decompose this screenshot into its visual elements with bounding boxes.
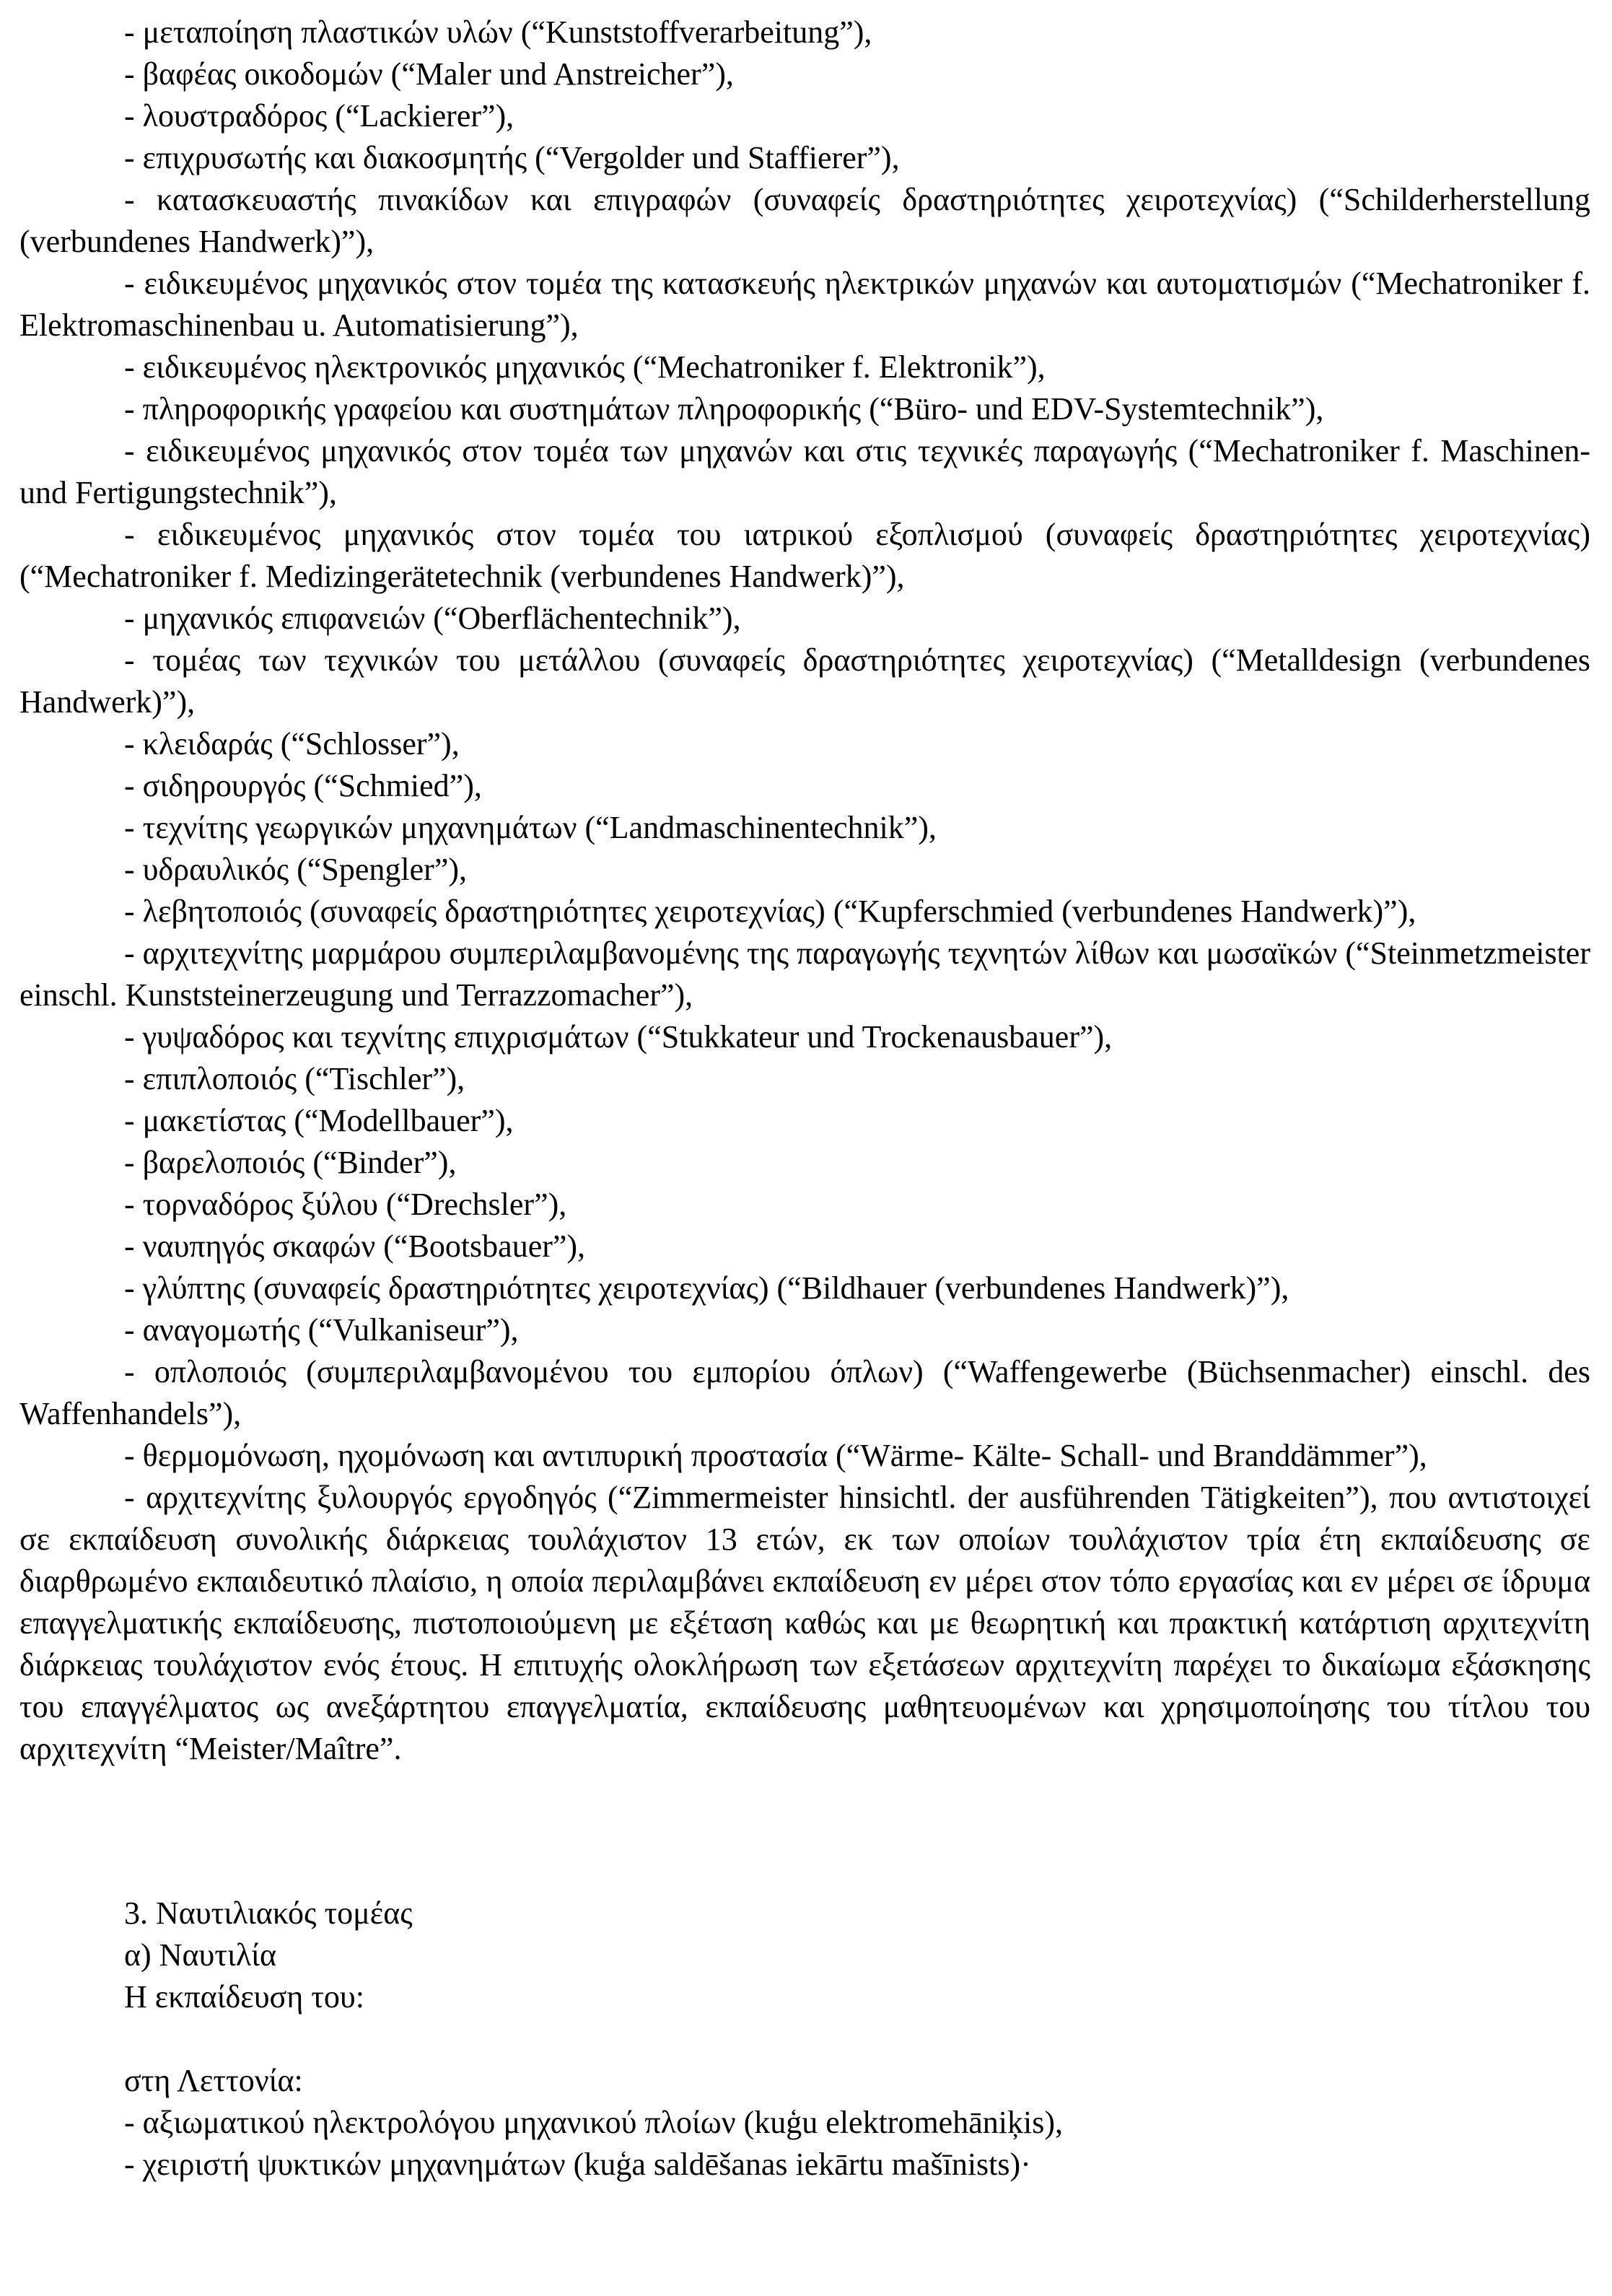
paragraph: α) Ναυτιλία (124, 1937, 277, 1973)
paragraph: - επιπλοποιός (“Tischler”), (124, 1061, 465, 1096)
paragraph: - λουστραδόρος (“Lackierer”), (124, 98, 514, 134)
paragraph: - γυψαδόρος και τεχνίτης επιχρισμάτων (“Stukkateur und Trockenausbauer”), (124, 1019, 1113, 1055)
paragraph: - μακετίστας (“Modellbauer”), (124, 1103, 514, 1138)
paragraph: - πληροφορικής γραφείου και συστημάτων πληροφορικής (“Büro- und EDV-Systemtechnik”), (124, 391, 1324, 427)
paragraph: - κατασκευαστής πινακίδων και επιγραφών (συναφείς δραστηριότητες χειροτεχνίας) (“Schilderherstellung (verbundenes Handwerk)”), (19, 182, 1590, 259)
paragraph: - μεταποίηση πλαστικών υλών (“Kunststoffverarbeitung”), (124, 14, 872, 50)
paragraph: - γλύπτης (συναφείς δραστηριότητες χειροτεχνίας) (“Bildhauer (verbundenes Handwerk)”), (124, 1270, 1289, 1306)
paragraph: - σιδηρουργός (“Schmied”), (124, 768, 482, 803)
paragraph: - αναγομωτής (“Vulkaniseur”), (124, 1312, 519, 1348)
document-body (19, 12, 1590, 2186)
paragraph: Η εκπαίδευση του: (124, 1979, 364, 2015)
paragraph: - λεβητοποιός (συναφείς δραστηριότητες χειροτεχνίας) (“Kupferschmied (verbundenes Handwerk)”), (124, 894, 1416, 929)
paragraph: 3. Ναυτιλιακός τομέας (124, 1895, 413, 1931)
paragraph: - μηχανικός επιφανειών (“Oberflächentechnik”), (124, 601, 741, 636)
paragraph: - επιχρυσωτής και διακοσμητής (“Vergolder und Staffierer”), (124, 140, 900, 175)
paragraph: - ειδικευμένος μηχανικός στον τομέα των μηχανών και στις τεχνικές παραγωγής (“Mechatroniker f. Maschinen- und Fertigungstechnik”), (19, 433, 1590, 510)
paragraph: - ναυπηγός σκαφών (“Bootsbauer”), (124, 1228, 586, 1264)
paragraph: - θερμομόνωση, ηχομόνωση και αντιπυρική προστασία (“Wärme- Kälte- Schall- und Branddämmer”), (124, 1438, 1427, 1473)
paragraph: - αρχιτεχνίτης ξυλουργός εργοδηγός (“Zimmermeister hinsichtl. der ausführenden Tätigkeiten”), που αντιστοιχεί σε εκπαίδευση συνολικής διάρκειας τουλάχιστον 13 ετών, εκ των οποίων τουλάχιστον τρία έτη εκπαίδευσης σε διαρθρωμένο εκπαιδευτικό πλαίσιο, η οποία περιλαμβάνει εκπαίδευση εν μέρει στον τόπο εργασίας και εν μέρει σε ίδρυμα επαγγελματικής εκπαίδευσης, πιστοποιούμενη με εξέταση καθώς και με θεωρητική και πρακτική κατάρτιση αρχιτεχνίτη διάρκειας τουλάχιστον ενός έτους. Η επιτυχής ολοκλήρωση των εξετάσεων αρχιτεχνίτη παρέχει το δικαίωμα εξάσκησης του επαγγέλματος ως ανεξάρτητου επαγγελματία, εκπαίδευσης μαθητευομένων και χρησιμοποίησης του τίτλου του αρχιτεχνίτη “Meister/Maître”. (19, 1480, 1590, 1766)
paragraph: - κλειδαράς (“Schlosser”), (124, 726, 460, 761)
paragraph: - ειδικευμένος ηλεκτρονικός μηχανικός (“Mechatroniker f. Elektronik”), (124, 349, 1046, 385)
paragraph: - αξιωματικού ηλεκτρολόγου μηχανικού πλοίων (kuģu elektromehāniķis), (124, 2105, 1063, 2140)
paragraph: - τορναδόρος ξύλου (“Drechsler”), (124, 1187, 567, 1222)
paragraph: - υδραυλικός (“Spengler”), (124, 852, 467, 887)
paragraph: - τομέας των τεχνικών του μετάλλου (συναφείς δραστηριότητες χειροτεχνίας) (“Metalldesign (verbundenes Handwerk)”), (19, 642, 1590, 720)
paragraph: - ειδικευμένος μηχανικός στον τομέα της κατασκευής ηλεκτρικών μηχανών και αυτοματισμών (“Mechatroniker f. Elektromaschinenbau u. Automatisierung”), (19, 266, 1590, 343)
paragraph: - βαφέας οικοδομών (“Maler und Anstreicher”), (124, 56, 734, 92)
paragraph: - αρχιτεχνίτης μαρμάρου συμπεριλαμβανομένης της παραγωγής τεχνητών λίθων και μωσαϊκών (“Steinmetzmeister einschl. Kunststeinerzeugung und Terrazzomacher”), (19, 935, 1590, 1013)
paragraph: - ειδικευμένος μηχανικός στον τομέα του ιατρικού εξοπλισμού (συναφείς δραστηριότητες χειροτεχνίας) (“Mechatroniker f. Medizingerätetechnik (verbundenes Handwerk)”), (19, 517, 1590, 594)
paragraph: - οπλοποιός (συμπεριλαμβανομένου του εμπορίου όπλων) (“Waffengewerbe (Büchsenmacher) einschl. des Waffenhandels”), (19, 1354, 1590, 1431)
paragraph: - χειριστή ψυκτικών μηχανημάτων (kuģa saldēšanas iekārtu mašīnists)· (124, 2147, 1031, 2182)
paragraph: - τεχνίτης γεωργικών μηχανημάτων (“Landmaschinentechnik”), (124, 810, 937, 845)
paragraph: - βαρελοποιός (“Binder”), (124, 1145, 457, 1180)
paragraph: στη Λεττονία: (124, 2063, 303, 2098)
